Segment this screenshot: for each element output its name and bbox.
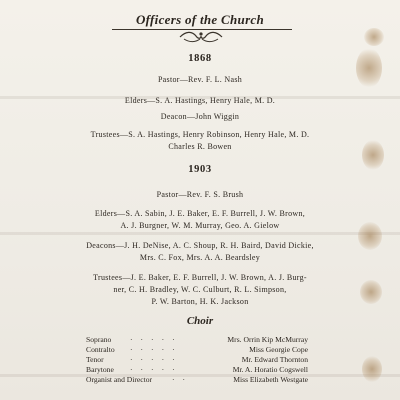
trustees-1868-line1: Trustees—S. A. Hastings, Henry Robinson, Henry Hale, M. D. (90, 130, 310, 139)
choir-role: Organist and Director (86, 375, 153, 384)
trustees-1903-line2: ner, C. H. Bradley, W. C. Culburt, R. L. Simpson, (113, 285, 287, 294)
trustees-1868-line2: Charles R. Bowen (168, 142, 232, 151)
deacon-1868: Deacon—John Wiggin (160, 112, 240, 121)
paper-stain (364, 28, 384, 46)
leader-dots: ····· (130, 355, 183, 364)
choir-role: Barytone (86, 365, 114, 374)
trustees-1903-line1: Trustees—J. E. Baker, E. F. Burrell, J. W. Brown, A. J. Burg- (93, 273, 307, 282)
elders-1868: Elders—S. A. Hastings, Henry Hale, M. D. (124, 96, 276, 105)
choir-member-name: Mr. Edward Thornton (241, 355, 308, 364)
choir-row (0, 345, 400, 355)
trustees-1903-line3: P. W. Barton, H. K. Jackson (151, 297, 249, 306)
deacons-1903-line2: Mrs. C. Fox, Mrs. A. A. Beardsley (139, 253, 261, 262)
choir-member-name: Mrs. Orrin Kip McMurray (227, 335, 308, 344)
pastor-1903: Pastor—Rev. F. S. Brush (156, 190, 244, 199)
leader-dots: ····· (130, 365, 183, 374)
pastor-1868: Pastor—Rev. F. L. Nash (157, 75, 243, 84)
year-1903-heading: 1903 (188, 164, 212, 175)
choir-role: Soprano (86, 335, 112, 344)
elders-1903-line1: Elders—S. A. Sabin, J. E. Baker, E. F. Burrell, J. W. Brown, (94, 209, 306, 218)
leader-dots: ····· (130, 345, 183, 354)
choir-row (0, 375, 400, 385)
choir-member-name: Mr. A. Horatio Cogswell (232, 365, 308, 374)
choir-row (0, 355, 400, 365)
choir-member-name: Miss Georgie Cope (249, 345, 308, 354)
year-1868-heading: 1868 (188, 53, 212, 64)
page-title: Officers of the Church (135, 12, 265, 27)
elders-1903-line2: A. J. Burgner, W. M. Murray, Geo. A. Gielow (120, 221, 280, 230)
choir-member-name: Miss Elizabeth Westgate (233, 375, 308, 384)
leader-dots: ·· (172, 375, 194, 384)
leader-dots: ····· (130, 335, 183, 344)
choir-row (0, 335, 400, 345)
choir-heading: Choir (186, 315, 214, 327)
choir-role: Contralto (86, 345, 115, 354)
ornament-icon (178, 30, 224, 44)
paper-fold (0, 232, 400, 235)
deacons-1903-line1: Deacons—J. H. DeNise, A. C. Shoup, R. H. Baird, David Dickie, (86, 241, 314, 250)
choir-row (0, 365, 400, 375)
choir-role: Tenor (86, 355, 104, 364)
